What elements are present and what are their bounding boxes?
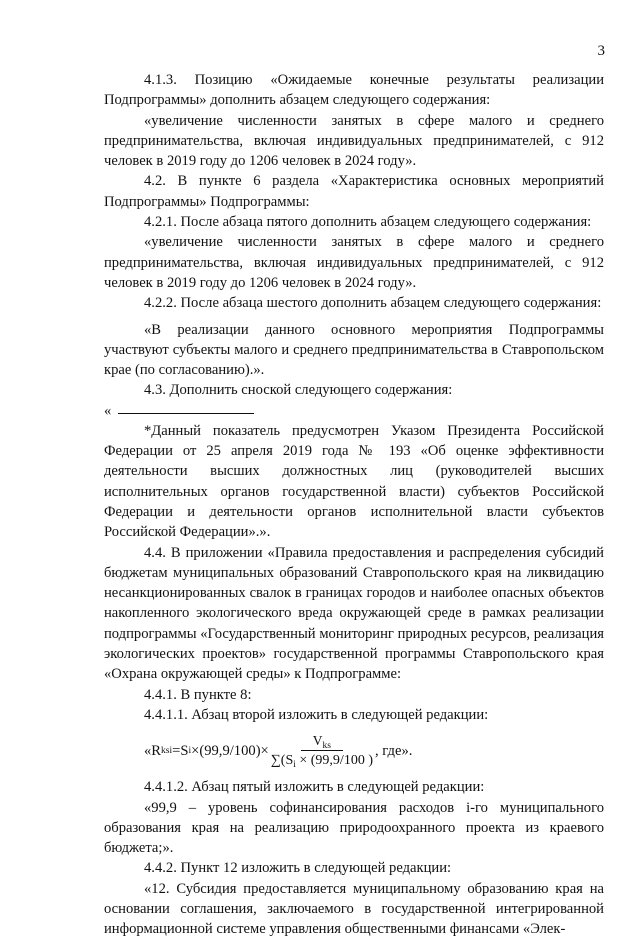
formula-eq: =S: [172, 743, 189, 760]
subsidy-formula: «R ksi =S i ×(99,9/100)× $\frac{V_{ks}}{\sum(S_i \times (99,9/100 )}$ , где».: [144, 733, 413, 771]
paragraph-4-4-2: 4.4.2. Пункт 12 изложить в следующей редакции:: [144, 860, 452, 877]
paragraph-4-3: 4.3. Дополнить сноской следующего содержания:: [144, 382, 453, 399]
formula-num-v: V: [312, 733, 323, 749]
formula-den-rest: × (99,9/100 ): [295, 753, 373, 769]
quote-employment-2: «увеличение численности занятых в сфере малого и среднего предпринимательства, включая индивидуальных предпринимателей, с 912 человек в 2019 году до 1206 человек в 2024 году».: [104, 234, 604, 291]
formula-denominator: [271, 751, 373, 770]
document-body: [104, 70, 604, 940]
paragraph-4-2: 4.2. В пункте 6 раздела «Характеристика основных мероприятий Подпрограммы» Подпрограммы:: [104, 173, 604, 210]
formula-numerator: [301, 732, 343, 751]
quote-point-12: «12. Субсидия предоставляется муниципальному образованию края на основании соглашения, заключаемого в государственной интегрированной информационной системе управления общественными финансами «Элек-: [104, 880, 604, 938]
paragraph-4-1-3: 4.1.3. Позицию «Ожидаемые конечные результаты реализации Подпрограммы» дополнить абзацем следующего содержания:: [104, 72, 604, 109]
quote-participation: «В реализации данного основного мероприятия Подпрограммы участвуют субъекты малого и среднего предпринимательства в Ставропольском крае (по согласованию).».: [104, 321, 604, 379]
formula-den-open: ∑(S: [270, 753, 294, 769]
quote-employment-1: «увеличение численности занятых в сфере малого и среднего предпринимательства, включая индивидуальных предпринимателей, с 912 человек в 2019 году до 1206 человек в 2024 году».: [104, 112, 604, 170]
formula-den-sub: i: [293, 760, 296, 771]
footnote-text: *Данный показатель предусмотрен Указом Президента Российской Федерации от 25 апреля 2019 года № 193 «Об оценке эффективности деятельности высших должностных лиц (руководителей высших исполнительных органов государственной власти) субъектов Российской Федерации и деятельности органов исполнительной власти субъектов Российской Федерации».».: [104, 422, 604, 541]
footnote-separator: [104, 401, 604, 421]
footnote-quote-mark: «: [104, 402, 112, 419]
formula-open: «R: [144, 743, 162, 760]
paragraph-4-4: 4.4. В приложении «Правила предоставления и распределения субсидий бюджетам муниципальных образований Ставропольского края на ликвидацию несанкционированных свалок в границах городов и наиболее опасных объектов накопленного экологического вреда окружающей среде в рамках реализации подпрограммы «Государственный мониторинг природных ресурсов, реализация экологических проектов» государственной программы Ставропольского края «Охрана окружающей среды» к Подпрограмме:: [104, 544, 604, 683]
paragraph-4-2-2: 4.2.2. После абзаца шестого дополнить абзацем следующего содержания:: [144, 295, 602, 312]
paragraph-4-2-1: 4.2.1. После абзаца пятого дополнить абзацем следующего содержания:: [144, 214, 592, 231]
formula-num-sub: ks: [322, 741, 331, 752]
paragraph-4-4-1-1: 4.4.1.1. Абзац второй изложить в следующей редакции:: [144, 706, 489, 723]
paragraph-4-4-1: 4.4.1. В пункте 8:: [144, 686, 252, 703]
page-number: 3: [597, 43, 605, 59]
formula-fraction: [271, 732, 373, 770]
paragraph-4-4-1-2: 4.4.1.2. Абзац пятый изложить в следующей редакции:: [144, 779, 485, 796]
formula-mid: ×(99,9/100)×: [191, 743, 269, 760]
quote-cofinancing: «99,9 – уровень софинансирования расходов i-го муниципального образования края на реализацию природоохранного проекта из краевого бюджета;».: [104, 799, 604, 857]
formula-tail: , где».: [374, 743, 413, 760]
footnote-rule: [118, 413, 254, 414]
